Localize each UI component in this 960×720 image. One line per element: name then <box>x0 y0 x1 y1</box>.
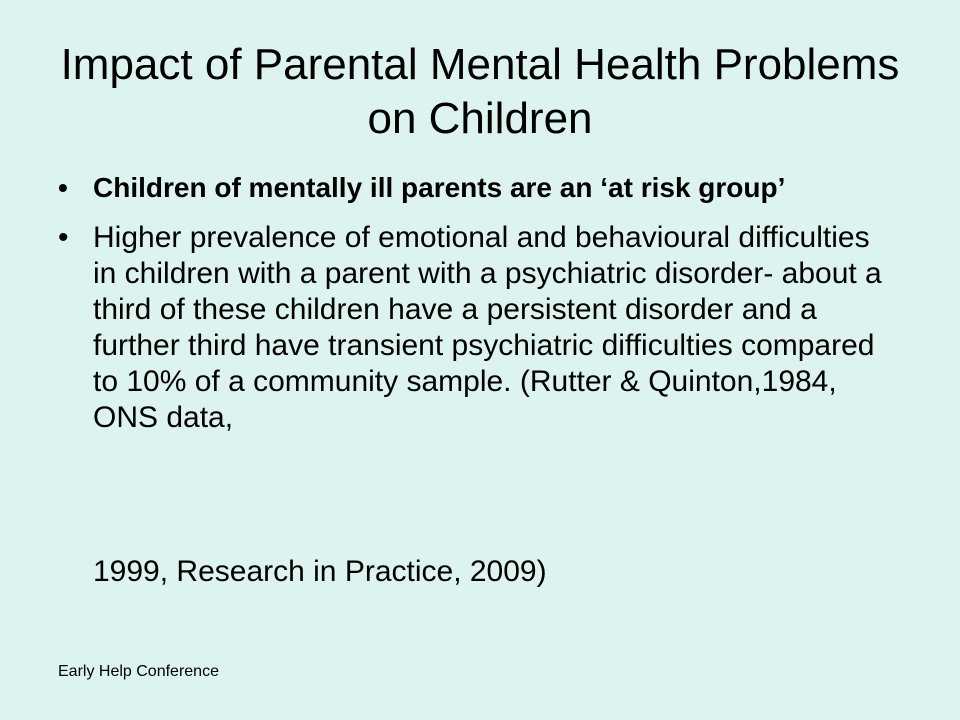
slide-title: Impact of Parental Mental Health Problems on Children <box>60 40 900 143</box>
bullet-text: Higher prevalence of emotional and behavioural difficulties in children with a parent with a psychiatric disorder- about a third of these children have a persistent disorder and a further third have transient psychiatric difficulties compared to 10% of a community sample. (Rutter & Quinton,1984, ONS data, <box>93 221 882 434</box>
citation-continuation: 1999, Research in Practice, 2009) <box>93 555 547 588</box>
bullet-list <box>58 170 898 436</box>
bullet-text: Children of mentally ill parents are an ‘at risk group’ <box>93 172 786 203</box>
footer-text: Early Help Conference <box>58 663 219 680</box>
bullet-item-at-risk <box>58 170 898 206</box>
bullet-icon: • <box>58 172 68 203</box>
bullet-item-prevalence <box>58 220 898 436</box>
bullet-icon: • <box>58 221 69 254</box>
